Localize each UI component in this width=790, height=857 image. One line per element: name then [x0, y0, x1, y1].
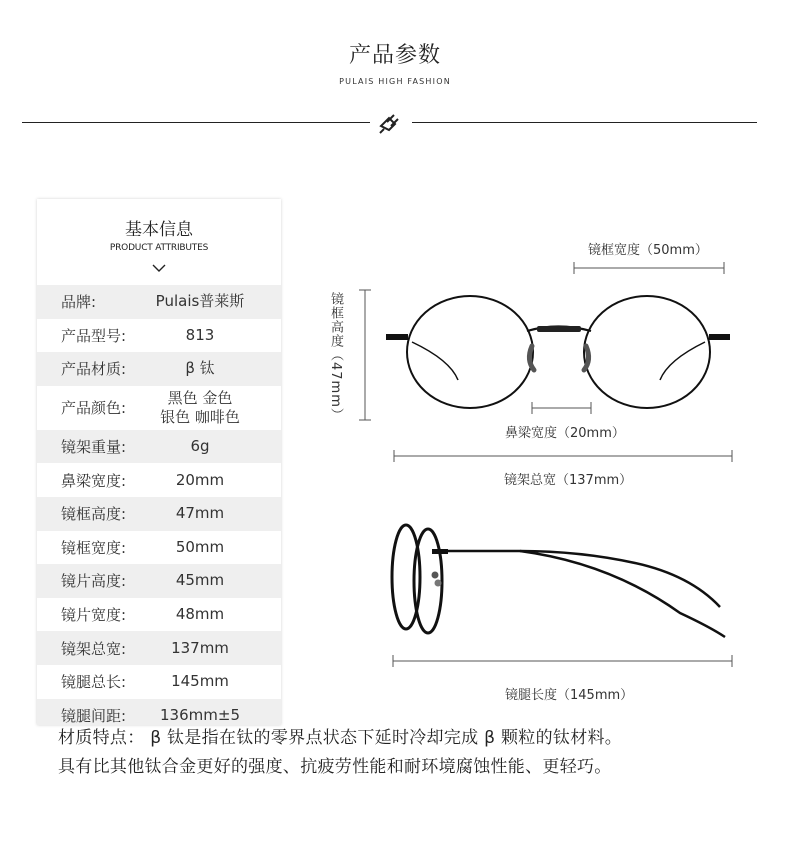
attributes-rows: [37, 285, 281, 725]
brand-logo-icon: [376, 112, 404, 134]
attribute-value: 813: [185, 325, 215, 344]
glasses-side-diagram: [380, 515, 750, 675]
attribute-row: [37, 463, 281, 497]
attribute-row: [37, 631, 281, 665]
attribute-label: 镜架重量:: [61, 438, 127, 457]
attribute-row: [37, 497, 281, 531]
attribute-value: 50mm: [175, 537, 225, 556]
header-divider-left: [22, 122, 370, 123]
attribute-label: 镜腿间距:: [61, 706, 127, 725]
attribute-row: [37, 352, 281, 386]
attribute-value: 48mm: [175, 605, 225, 624]
attribute-row: [37, 285, 281, 319]
chevron-down-icon: [151, 263, 167, 273]
attributes-title: 基本信息: [125, 220, 193, 240]
attribute-label: 镜框高度:: [61, 505, 127, 524]
attribute-label: 镜片高度:: [61, 572, 127, 591]
attribute-value: 136mm±5: [160, 705, 240, 724]
total-width-label: 镜架总宽（137mm）: [504, 473, 633, 488]
attribute-row: [37, 430, 281, 464]
page-title: 产品参数: [348, 43, 441, 68]
attribute-row: [37, 564, 281, 598]
attribute-value: 137mm: [171, 638, 229, 657]
attribute-row: [37, 665, 281, 699]
attribute-row: [37, 598, 281, 632]
attributes-header: [37, 199, 281, 285]
attributes-subtitle: PRODUCT ATTRIBUTES: [109, 243, 209, 253]
page-subtitle: PULAIS HIGH FASHION: [339, 77, 451, 86]
attribute-row: [37, 319, 281, 353]
glasses-front-diagram: [320, 230, 760, 500]
frame-width-label: 镜框宽度（50mm）: [588, 243, 708, 258]
frame-height-label: 镜框高度（47mm）: [328, 292, 343, 422]
attribute-label: 镜框宽度:: [61, 538, 127, 557]
attribute-label: 镜架总宽:: [61, 639, 127, 658]
attribute-value: 6g: [190, 437, 210, 456]
material-description-line-2: 具有比其他钛合金更好的强度、抗疲劳性能和耐环境腐蚀性能、更轻巧。: [58, 757, 612, 777]
attribute-value: 20mm: [175, 470, 225, 489]
attribute-label: 鼻梁宽度:: [61, 471, 127, 490]
attribute-value: Pulais普莱斯: [155, 292, 245, 311]
temple-length-label: 镜腿长度（145mm）: [505, 688, 634, 703]
attribute-value: 黑色 金色 银色 咖啡色: [160, 388, 240, 426]
attribute-value: 145mm: [171, 672, 229, 691]
attribute-value: 47mm: [175, 504, 225, 523]
attribute-label: 产品材质:: [61, 360, 127, 379]
attribute-label: 镜腿总长:: [61, 673, 127, 692]
attribute-row: [37, 386, 281, 430]
attribute-label: 品牌:: [61, 293, 97, 312]
product-attributes-table: [37, 199, 281, 725]
attribute-label: 镜片宽度:: [61, 606, 127, 625]
attribute-value: β 钛: [185, 359, 215, 378]
header-divider-right: [412, 122, 757, 123]
attribute-row: [37, 699, 281, 725]
attribute-row: [37, 531, 281, 565]
attribute-value: 45mm: [175, 571, 225, 590]
material-description-line-1: 材质特点： β 钛是指在钛的零界点状态下延时冷却完成 β 颗粒的钛材料。: [58, 728, 623, 748]
attribute-label: 产品颜色:: [61, 399, 127, 418]
attribute-label: 产品型号:: [61, 326, 127, 345]
bridge-width-label: 鼻梁宽度（20mm）: [505, 426, 625, 441]
